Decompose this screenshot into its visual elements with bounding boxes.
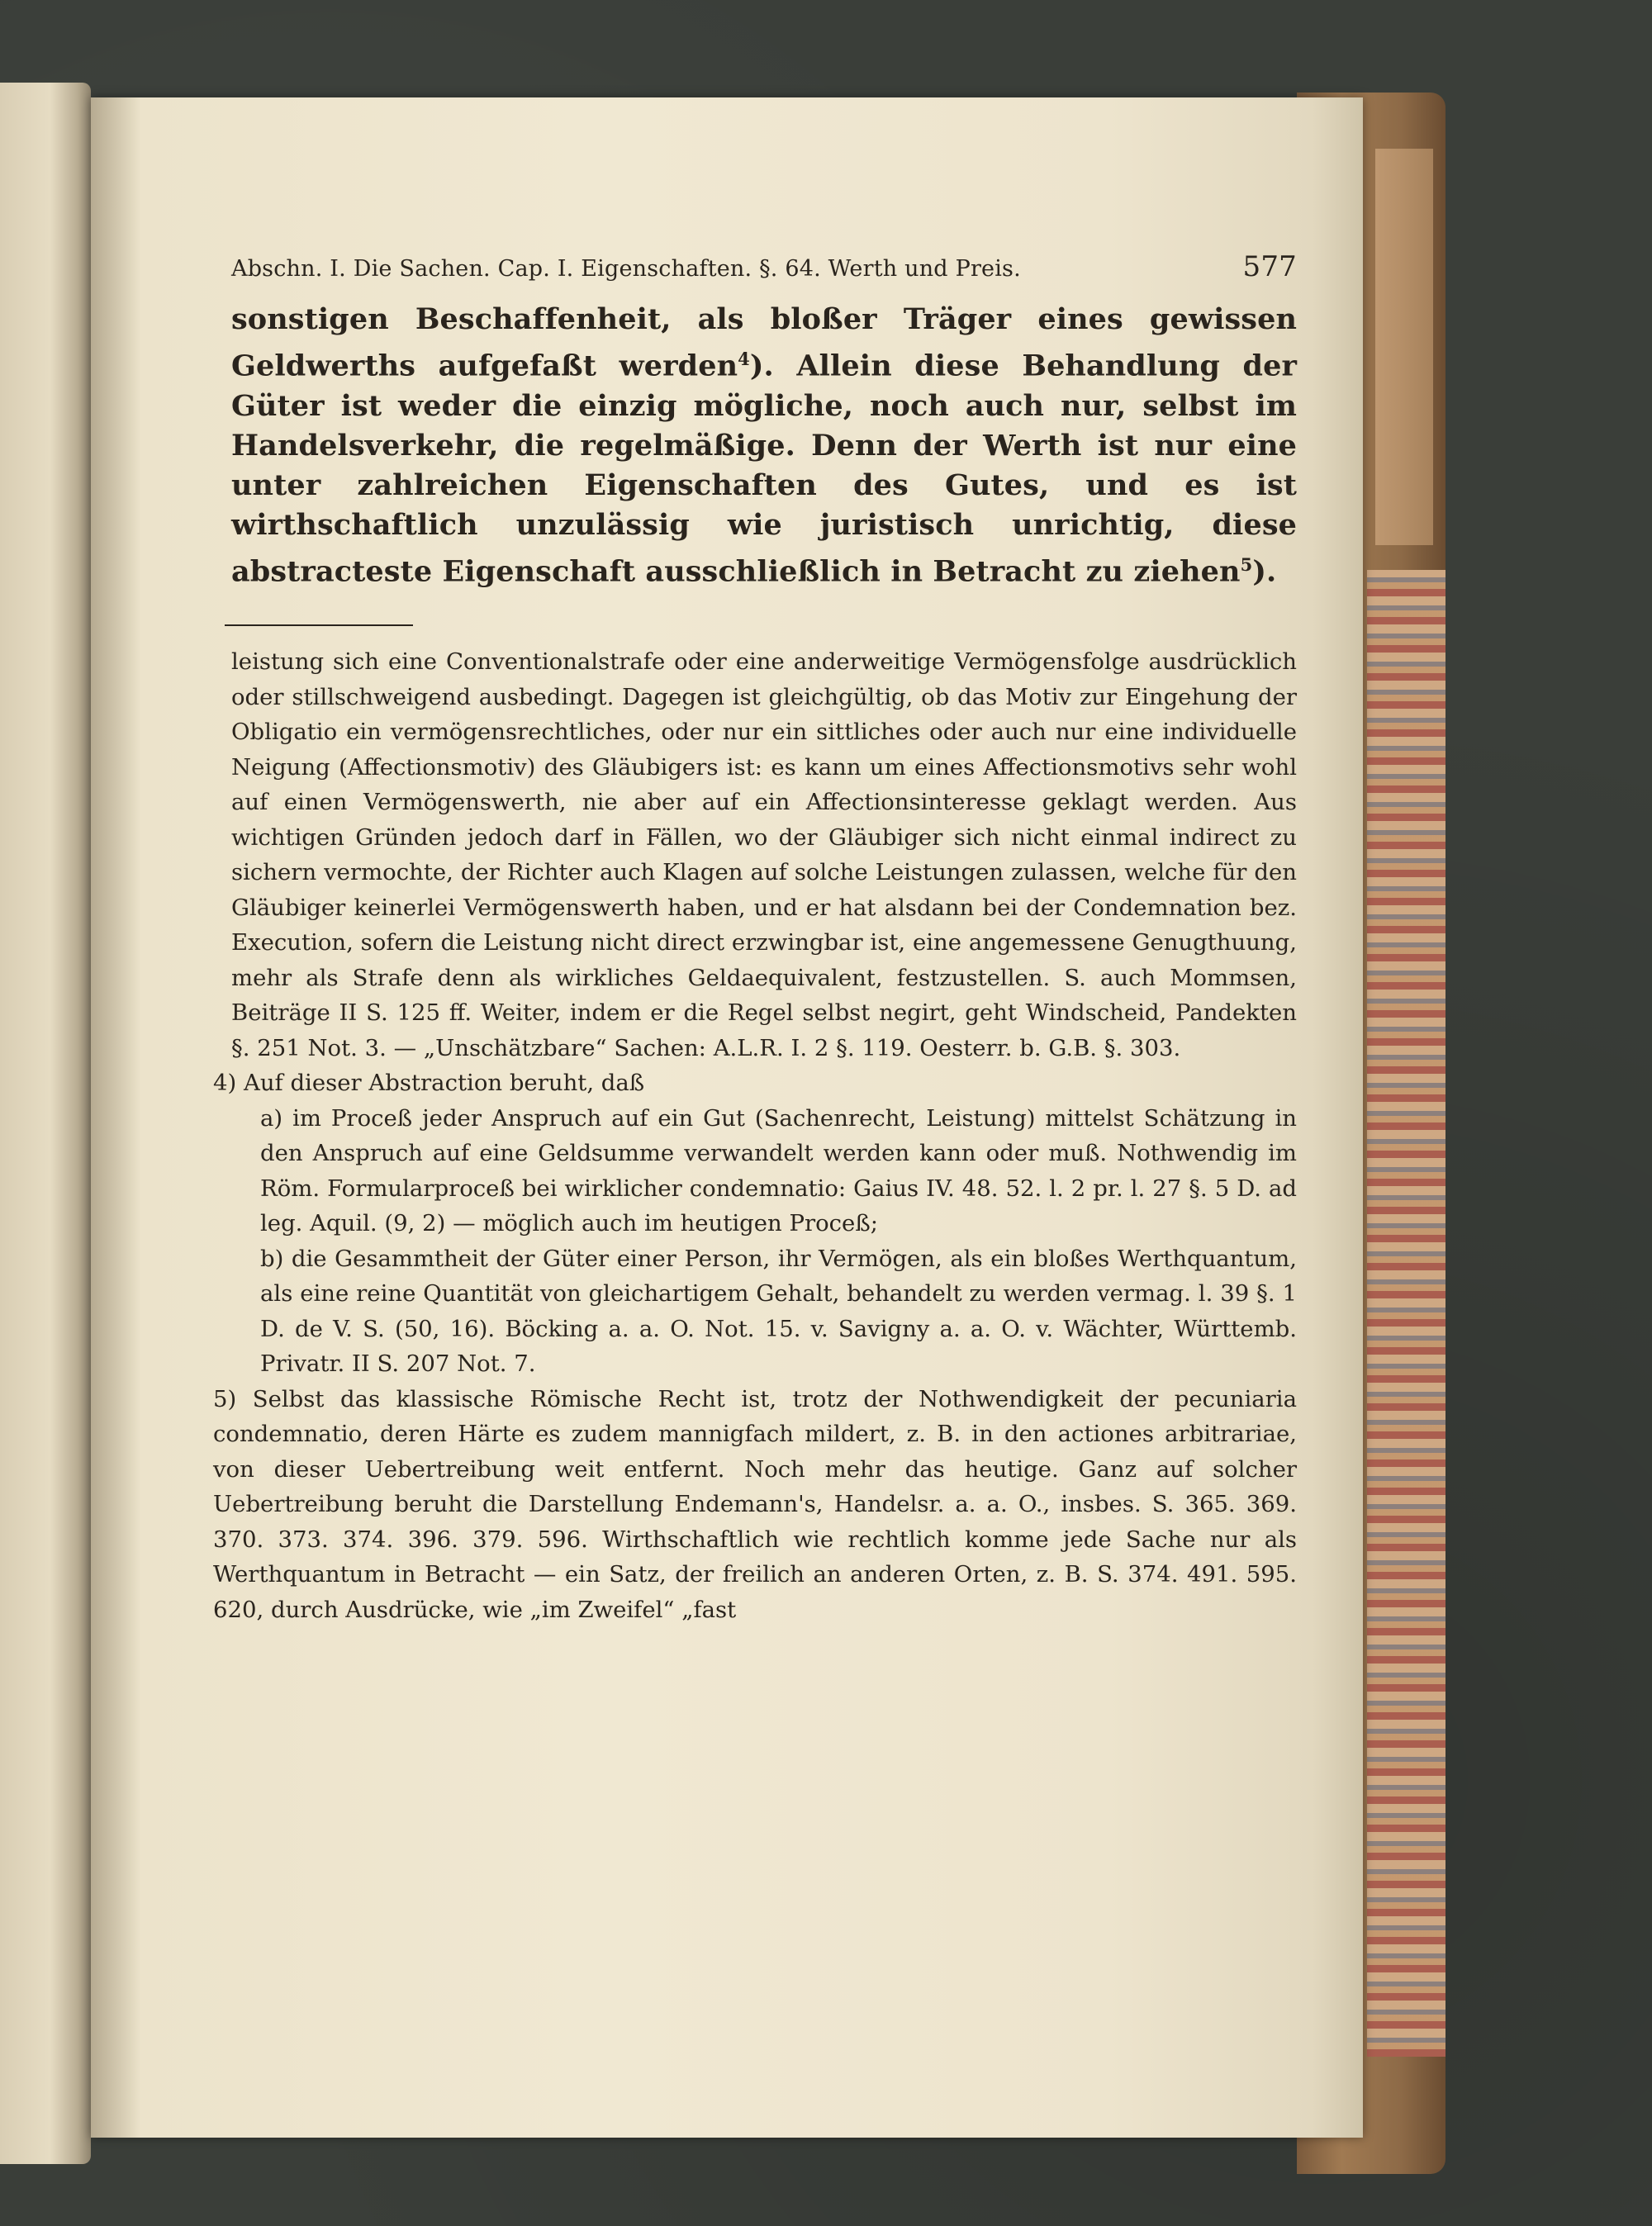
footnote-ref-5: 5 — [1240, 553, 1253, 575]
page-number: 577 — [1242, 250, 1297, 283]
book-page — [91, 97, 1363, 2138]
facing-page-edge — [0, 83, 91, 2164]
gutter-shadow — [91, 97, 140, 2138]
running-head: Abschn. I. Die Sachen. Cap. I. Eigenschaften. §. 64. Werth und Preis. — [231, 256, 1021, 282]
footnotes — [213, 644, 1297, 1627]
paragraph-text-3: ). — [1252, 554, 1277, 589]
marbled-edge — [1367, 570, 1446, 2057]
running-header — [231, 250, 1297, 283]
page-text — [213, 250, 1297, 1627]
footnote-rule — [225, 624, 413, 626]
footnote-5: 5) Selbst das klassische Römische Recht ist, trotz der Nothwendigkeit der pecuniaria condemnatio, deren Härte es zudem mannigfach mildert, z. B. in den actiones arbitrariae, von dieser Uebertreibung weit entfernt. Noch mehr das heutige. Ganz auf solcher Uebertreibung beruht die Darstellung Endemann's, Handelsr. a. a. O., insbes. S. 365. 369. 370. 373. 374. 396. 379. 596. Wirthschaftlich wie rechtlich komme jede Sache nur als Werthquantum in Betracht — ein Satz, der freilich an anderen Orten, z. B. S. 374. 491. 595. 620, durch Ausdrücke, wie „im Zweifel“ „fast — [213, 1385, 1297, 1623]
footnote-continued: leistung sich eine Conventionalstrafe oder eine anderweitige Vermögensfolge ausdrücklich oder stillschweigend ausbedingt. Dagegen ist gleichgültig, ob das Motiv zur Eingehung der Obligatio ein vermögensrechtliches, oder nur ein sittliches oder auch nur eine individuelle Neigung (Affectionsmotiv) des Gläubigers ist: es kann um eines Affectionsmotivs sehr wohl auf einen Vermögenswerth, nie aber auf ein Affectionsinteresse geklagt werden. Aus wichtigen Gründen jedoch darf in Fällen, wo der Gläubiger sich nicht einmal indirect zu sichern vermochte, der Richter auch Klagen auf solche Leistungen zulassen, welche für den Gläubiger keinerlei Vermögenswerth haben, und er hat alsdann bei der Condemnation bez. Execution, sofern die Leistung nicht direct erzwingbar ist, eine angemessene Genugthuung, mehr als Strafe denn als wirkliches Geldaequivalent, festzustellen. S. auch Mommsen, Beiträge II S. 125 ff. Weiter, indem er die Regel selbst negirt, geht Windscheid, Pandekten §. 251 Not. 3. — „Unschätzbare“ Sachen: A.L.R. I. 2 §. 119. Oesterr. b. G.B. §. 303. — [231, 648, 1297, 1061]
main-paragraph — [231, 300, 1297, 591]
cover-edge — [1375, 149, 1433, 545]
footnote-4-a: a) im Proceß jeder Anspruch auf ein Gut (Sachenrecht, Leistung) mittelst Schätzung in den Anspruch auf eine Geldsumme verwandelt werden kann oder muß. Nothwendig im Röm. Formularproceß bei wirklicher condemnatio: Gaius IV. 48. 52. l. 2 pr. l. 27 §. 5 D. ad leg. Aquil. (9, 2) — möglich auch im heutigen Proceß; — [260, 1104, 1297, 1237]
footnote-ref-4: 4 — [738, 349, 750, 369]
footnote-4-head: 4) Auf dieser Abstraction beruht, daß — [213, 1070, 645, 1097]
paragraph-text-2: ). Allein diese Behandlung der Güter ist weder die einzig mögliche, noch auch nur, selbst im Handelsverkehr, die regelmäßige. Denn der Werth ist nur eine unter zahlreichen Eigenschaften des Gutes, und es ist wirthschaftlich unzulässig wie juristisch unrichtig, diese abstracteste Eigenschaft ausschließlich in Betracht zu ziehen — [231, 349, 1297, 589]
paragraph-text-1: sonstigen Beschaffenheit, als bloßer Träger eines gewissen Geldwerths aufgefaßt werden — [231, 302, 1297, 383]
footnote-4-b: b) die Gesammtheit der Güter einer Person, ihr Vermögen, als ein bloßes Werthquantum, als eine reine Quantität von gleichartigem Gehalt, behandelt zu werden vermag. l. 39 §. 1 D. de V. S. (50, 16). Böcking a. a. O. Not. 15. v. Savigny a. a. O. v. Wächter, Württemb. Privatr. II S. 207 Not. 7. — [260, 1245, 1297, 1378]
